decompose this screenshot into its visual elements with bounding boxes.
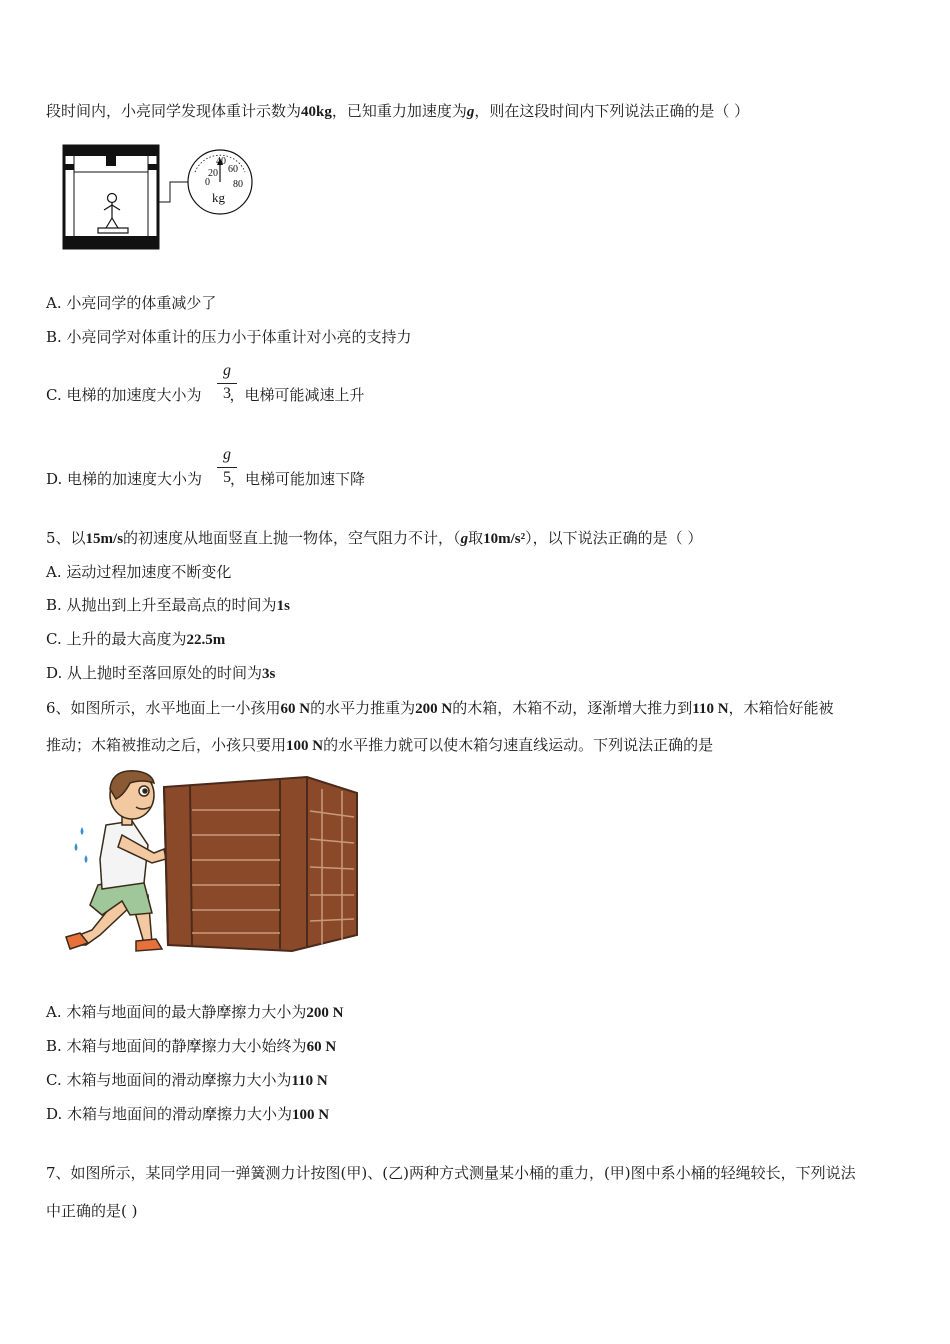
q6-stem-line-2 [46, 734, 713, 757]
elevator-bottom-bar [64, 236, 158, 248]
q6-option-c [46, 1069, 328, 1092]
q4-stem-text: 段时间内，小亮同学发现体重计示数为 [46, 102, 302, 120]
q6-text: 的水平推力就可以使木箱匀速直线运动。下列说法正确的是 [323, 736, 714, 754]
q4-stem [46, 100, 749, 123]
scale-label-0: 0 [205, 177, 210, 188]
q6-option-d-value: 100 N [292, 1107, 330, 1123]
q6-value: 200 N [415, 701, 453, 717]
q6-option-b [46, 1035, 336, 1058]
q6-option-a-value: 200 N [306, 1005, 344, 1021]
q5-option-d-text: D. 从上抛时至落回原处的时间为 [46, 664, 263, 682]
q4-option-b: B. 小亮同学对体重计的压力小于体重计对小亮的支持力 [46, 328, 412, 346]
q5-stem-text-4: ），以下说法正确的是（ ） [525, 529, 703, 547]
fraction-numerator: g [223, 362, 231, 379]
sweat-drops [75, 827, 88, 863]
fraction-numerator: g [223, 446, 231, 463]
q5-stem-g: g [460, 531, 469, 547]
q4-stem-g: g [466, 104, 475, 120]
q6-option-d [46, 1103, 329, 1126]
scale-label-20: 20 [208, 168, 218, 179]
q5-option-c-text: C. 上升的最大高度为 [46, 630, 187, 648]
q5-stem-speed: 15m/s [85, 531, 124, 547]
q6-text: 的木箱，木箱不动，逐渐增大推力到 [452, 699, 693, 717]
q6-text: 推动；木箱被推动之后，小孩只要用 [46, 736, 287, 754]
q5-stem [46, 527, 702, 550]
q4-option-a: A. 小亮同学的体重减少了 [46, 294, 217, 312]
q6-option-b-value: 60 N [306, 1039, 337, 1055]
q4-option-d-fraction [217, 446, 237, 487]
scale-platform [98, 228, 128, 233]
q5-option-b-text: B. 从抛出到上升至最高点的时间为 [46, 596, 277, 614]
scale-label-40: 40 [216, 156, 226, 167]
scale-label-60: 60 [228, 164, 238, 175]
q6-value: 110 N [692, 701, 729, 717]
q5-option-d-value: 3s [262, 666, 276, 682]
q5-option-b-value: 1s [276, 598, 290, 614]
q5-stem-text-3: 取 [468, 529, 484, 547]
fraction-denominator: 5 [223, 469, 231, 486]
wooden-crate [164, 777, 357, 951]
q4-option-c-text: C. 电梯的加速度大小为 [46, 386, 202, 404]
q4-stem-text-3: ，则在这段时间内下列说法正确的是（ ） [474, 102, 750, 120]
q5-stem-text: 5、以 [46, 529, 86, 547]
q4-option-d-text: D. 电梯的加速度大小为 [46, 470, 203, 488]
elevator-scale-figure [60, 142, 260, 254]
person-figure [104, 194, 120, 229]
q5-stem-text-2: 的初速度从地面竖直上抛一物体，空气阻力不计，（ [123, 529, 461, 547]
q5-option-d [46, 662, 275, 685]
fraction-denominator: 3 [223, 385, 231, 402]
q6-option-d-text: D. 木箱与地面间的滑动摩擦力大小为 [46, 1105, 293, 1123]
child [66, 771, 166, 951]
child-pushing-crate-figure [52, 765, 372, 965]
elevator-top-bar [64, 146, 158, 156]
q6-text: ，木箱恰好能被 [728, 699, 834, 717]
elevator-hook [106, 156, 116, 166]
q5-stem-accel: 10m/s² [483, 531, 526, 547]
q5-option-c-value: 22.5m [186, 632, 226, 648]
q7-stem-line-1: 7、如图所示，某同学用同一弹簧测力计按图(甲)、(乙)两种方式测量某小桶的重力，(甲)图中系小桶的轻绳较长，下列说法 [46, 1164, 856, 1182]
scale-unit: kg [212, 190, 225, 205]
q5-option-c [46, 628, 225, 651]
q6-value: 100 N [286, 738, 324, 754]
elevator-left-tab [64, 164, 74, 170]
q4-stem-value: 40kg [301, 104, 332, 120]
q4-option-d [46, 468, 365, 490]
q4-option-d-text-2: ，电梯可能加速下降 [230, 470, 366, 488]
q6-option-c-value: 110 N [291, 1073, 328, 1089]
q6-option-c-text: C. 木箱与地面间的滑动摩擦力大小为 [46, 1071, 292, 1089]
q5-option-a: A. 运动过程加速度不断变化 [46, 563, 232, 581]
q6-stem-line-1 [46, 697, 834, 720]
q5-option-b [46, 594, 290, 617]
q6-option-a [46, 1001, 343, 1024]
q6-value: 60 N [280, 701, 311, 717]
q6-text: 的水平力推重为 [310, 699, 416, 717]
q7-stem-line-2: 中正确的是( ) [46, 1202, 138, 1220]
q6-text: 6、如图所示，水平地面上一小孩用 [46, 699, 281, 717]
q6-option-b-text: B. 木箱与地面间的静摩擦力大小始终为 [46, 1037, 307, 1055]
scale-label-80: 80 [233, 179, 243, 190]
q4-option-c-text-2: ，电梯可能减速上升 [229, 386, 365, 404]
elevator-right-tab [148, 164, 158, 170]
scale-wire [158, 182, 190, 202]
q4-option-c-fraction [217, 362, 237, 403]
q4-option-c [46, 384, 365, 406]
q6-option-a-text: A. 木箱与地面间的最大静摩擦力大小为 [46, 1003, 307, 1021]
q4-stem-text-2: ，已知重力加速度为 [331, 102, 467, 120]
